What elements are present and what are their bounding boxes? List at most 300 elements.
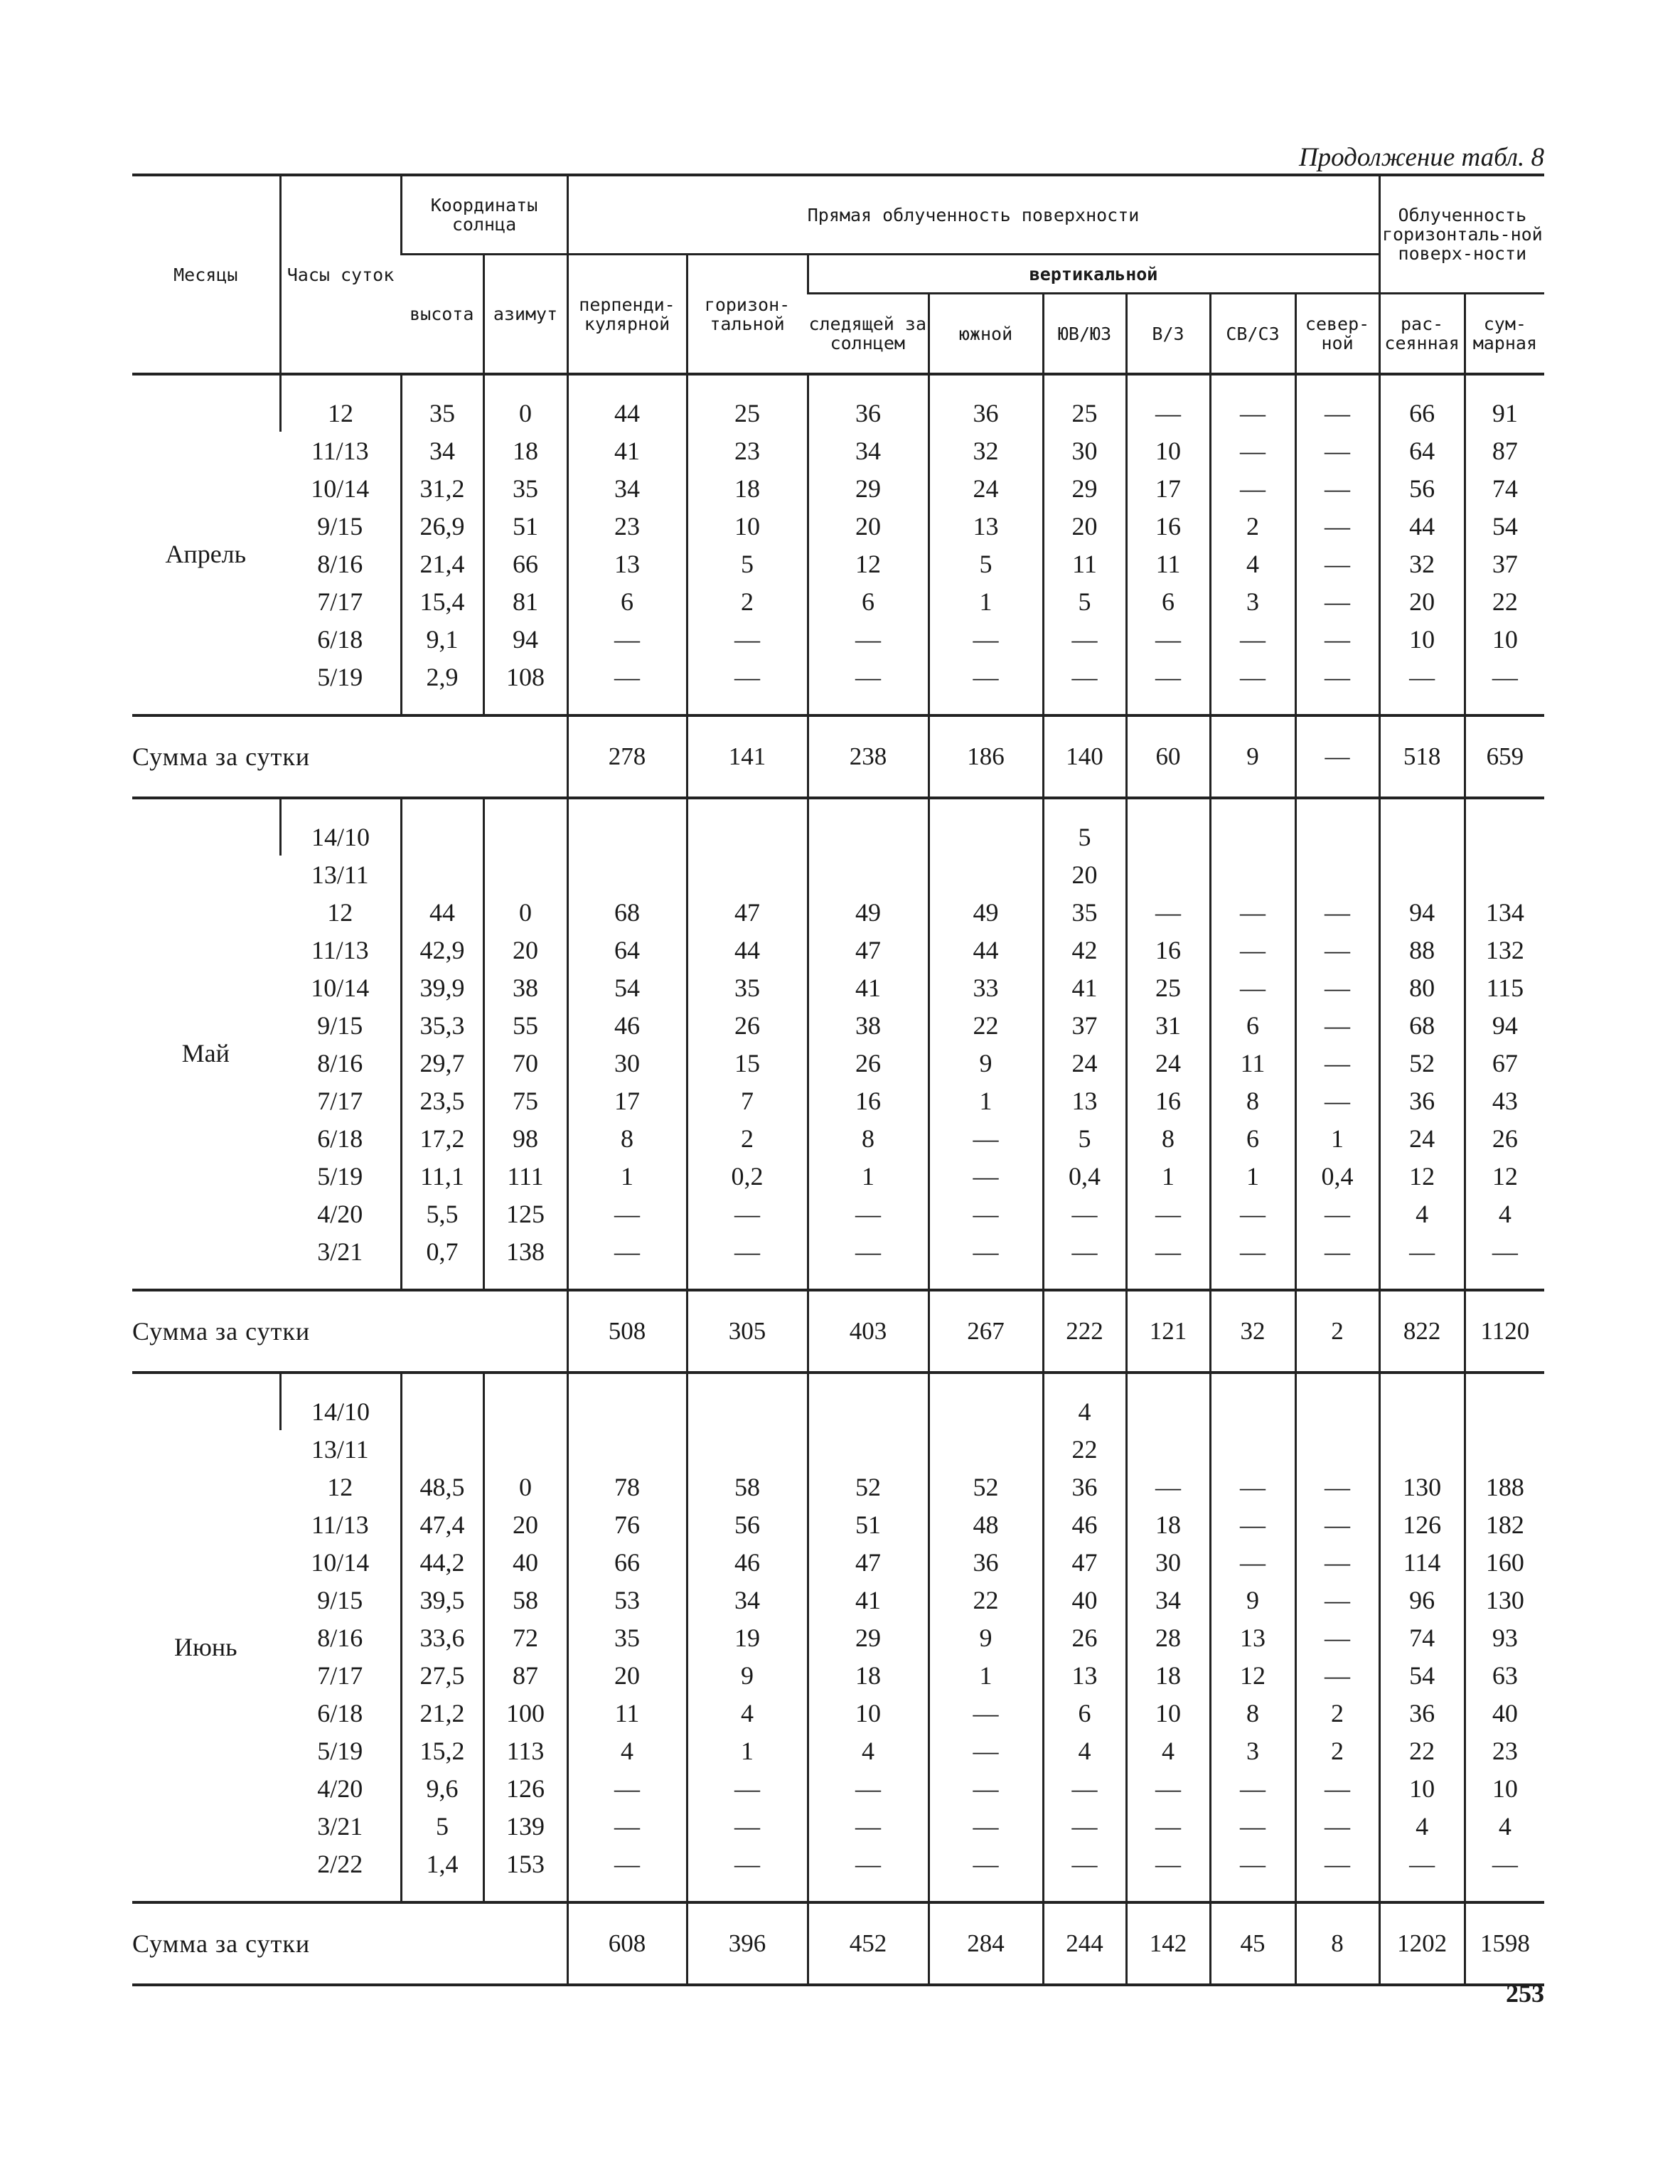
table-cell: 3 [1210, 1732, 1295, 1769]
table-cell: 42,9 [401, 931, 483, 969]
table-row [132, 1195, 1544, 1232]
table-row [132, 374, 1544, 432]
table-cell: 20 [1379, 582, 1465, 620]
table-cell: 72 [483, 1619, 567, 1656]
table-cell: 26 [1043, 1619, 1126, 1656]
table-cell [1126, 856, 1210, 893]
table-cell: 10/14 [311, 1548, 370, 1577]
table-cell: 100 [483, 1694, 567, 1732]
table-cell: — [567, 658, 687, 715]
table-cell: — [1295, 545, 1379, 582]
table-cell: 16 [1126, 507, 1210, 545]
table-header [132, 175, 1544, 374]
table-cell: 8 [1210, 1082, 1295, 1119]
table-cell: — [1126, 620, 1210, 658]
table-cell: 111 [483, 1157, 567, 1195]
table-cell: 28 [1126, 1619, 1210, 1656]
table-cell: 4 [1126, 1732, 1210, 1769]
page-number: 253 [1506, 1979, 1544, 2008]
table-cell: 1 [929, 1082, 1043, 1119]
month-label: Апрель [165, 540, 247, 568]
table-cell: — [1295, 1581, 1379, 1619]
table-cell: 1 [1210, 1157, 1295, 1195]
table-cell: 35 [567, 1619, 687, 1656]
table-cell: 16 [1126, 1082, 1210, 1119]
table-cell: 30 [1043, 432, 1126, 469]
blank-cell [483, 1902, 567, 1985]
table-cell: — [687, 658, 808, 715]
table-cell [401, 798, 483, 856]
table-cell: — [808, 620, 929, 658]
table-cell: 10 [687, 507, 808, 545]
table-cell: 13 [1043, 1656, 1126, 1694]
table-cell: 138 [483, 1232, 567, 1290]
table-cell: 44 [929, 931, 1043, 969]
table-cell: 33 [929, 969, 1043, 1006]
table-cell [483, 1373, 567, 1430]
daily-sum-cell: 222 [1043, 1290, 1126, 1373]
table-row [132, 1119, 1544, 1157]
table-cell: 56 [1379, 469, 1465, 507]
table-cell: 15,2 [401, 1732, 483, 1769]
daily-sum-cell: 1598 [1465, 1902, 1544, 1985]
table-cell: 9,6 [401, 1769, 483, 1807]
table-cell: 81 [483, 582, 567, 620]
table-cell: 52 [929, 1468, 1043, 1506]
daily-sum-cell: 452 [808, 1902, 929, 1985]
table-cell: 13 [1210, 1619, 1295, 1656]
table-cell: 29 [1043, 469, 1126, 507]
header-hours: Часы суток [280, 175, 401, 374]
table-cell [687, 798, 808, 856]
table-cell: — [1210, 1769, 1295, 1807]
table-row [132, 969, 1544, 1006]
table-cell: 47 [808, 931, 929, 969]
table-cell: 6/18 [317, 1698, 363, 1727]
table-cell: 8/16 [317, 1048, 363, 1077]
table-cell: 34 [401, 432, 483, 469]
table-cell: 10/14 [311, 474, 370, 503]
table-cell: 33,6 [401, 1619, 483, 1656]
table-cell: 6 [1126, 582, 1210, 620]
table-cell: 13 [1043, 1082, 1126, 1119]
table-cell: — [1379, 1845, 1465, 1902]
header-total: сум-марная [1465, 294, 1544, 375]
daily-sum-cell: 403 [808, 1290, 929, 1373]
table-cell: — [808, 1195, 929, 1232]
table-cell: 54 [1465, 507, 1544, 545]
table-cell: 41 [1043, 969, 1126, 1006]
header-perpendicular: перпенди-кулярной [567, 255, 687, 375]
table-cell: 7/17 [317, 587, 363, 616]
table-row [132, 1769, 1544, 1807]
table-row [132, 1506, 1544, 1543]
table-cell: 78 [567, 1468, 687, 1506]
table-cell: 108 [483, 658, 567, 715]
table-cell: 34 [567, 469, 687, 507]
table-cell: 36 [808, 374, 929, 432]
table-cell: — [687, 1769, 808, 1807]
header-diffuse: рас-сеянная [1379, 294, 1465, 375]
table-cell: 54 [1379, 1656, 1465, 1694]
table-cell: 98 [483, 1119, 567, 1157]
table-cell [808, 1430, 929, 1468]
table-row [132, 432, 1544, 469]
header-sun-coords: Координаты солнца [401, 175, 567, 255]
table-caption: Продолжение табл. 8 [1298, 143, 1544, 172]
table-cell: 11/13 [311, 935, 369, 964]
table-cell: 88 [1379, 931, 1465, 969]
table-row [132, 893, 1544, 931]
table-cell [808, 856, 929, 893]
table-cell: — [1043, 620, 1126, 658]
table-cell: 52 [1379, 1044, 1465, 1082]
table-cell: 76 [567, 1506, 687, 1543]
table-cell: 21,2 [401, 1694, 483, 1732]
table-cell: — [567, 1232, 687, 1290]
table-cell: 37 [1465, 545, 1544, 582]
table-cell [687, 1373, 808, 1430]
table-cell: 2 [687, 582, 808, 620]
table-cell [929, 1430, 1043, 1468]
table-cell: 21,4 [401, 545, 483, 582]
table-row [132, 620, 1544, 658]
table-cell: 1 [929, 582, 1043, 620]
table-cell: 113 [483, 1732, 567, 1769]
table-cell: 130 [1379, 1468, 1465, 1506]
table-cell: 8/16 [317, 549, 363, 578]
daily-sum-cell: 2 [1295, 1290, 1379, 1373]
table-cell: 64 [567, 931, 687, 969]
table-cell: 29 [808, 469, 929, 507]
daily-sum-cell: 822 [1379, 1290, 1465, 1373]
table-cell: 0,4 [1295, 1157, 1379, 1195]
table-cell: — [1379, 658, 1465, 715]
daily-sum-cell: 8 [1295, 1902, 1379, 1985]
table-cell: 35 [401, 374, 483, 432]
table-cell: 58 [483, 1581, 567, 1619]
table-cell: 3/21 [317, 1811, 363, 1841]
table-cell: 54 [567, 969, 687, 1006]
table-cell: 2 [1295, 1732, 1379, 1769]
table-cell: 20 [1043, 856, 1126, 893]
table-cell: — [1465, 1845, 1544, 1902]
table-cell: 34 [808, 432, 929, 469]
table-cell: 49 [929, 893, 1043, 931]
table-cell: — [567, 1845, 687, 1902]
table-cell: 38 [808, 1006, 929, 1044]
table-cell: 66 [567, 1543, 687, 1581]
table-cell: 9,1 [401, 620, 483, 658]
table-cell: 5 [401, 1807, 483, 1845]
table-cell [567, 856, 687, 893]
table-cell: 10 [1379, 1769, 1465, 1807]
table-cell: 1 [929, 1656, 1043, 1694]
daily-sum-cell: 142 [1126, 1902, 1210, 1985]
table-cell: 11 [567, 1694, 687, 1732]
table-cell: 41 [808, 969, 929, 1006]
table-cell: 130 [1465, 1581, 1544, 1619]
table-row [132, 1543, 1544, 1581]
table-cell: 94 [1379, 893, 1465, 931]
table-cell: — [1043, 1195, 1126, 1232]
header-north: север-ной [1295, 294, 1379, 375]
table-cell: 6 [808, 582, 929, 620]
table-cell: 36 [1379, 1694, 1465, 1732]
table-cell: 1 [1126, 1157, 1210, 1195]
table-row [132, 1807, 1544, 1845]
table-cell: 47,4 [401, 1506, 483, 1543]
table-cell: — [929, 1845, 1043, 1902]
table-row [132, 545, 1544, 582]
table-cell: 14/10 [280, 798, 401, 856]
table-cell: 11 [1210, 1044, 1295, 1082]
table-cell: 96 [1379, 1581, 1465, 1619]
table-cell: — [1295, 1807, 1379, 1845]
table-cell: — [1210, 969, 1295, 1006]
table-cell: 24 [1379, 1119, 1465, 1157]
table-cell: 2 [1210, 507, 1295, 545]
daily-sum-cell: 305 [687, 1290, 808, 1373]
table-cell: — [1295, 1468, 1379, 1506]
table-cell [808, 1373, 929, 1430]
table-cell: — [1210, 1807, 1295, 1845]
table-cell: 40 [1043, 1581, 1126, 1619]
header-horizontal: горизон-тальной [687, 255, 808, 375]
table-cell: 55 [483, 1006, 567, 1044]
table-cell: 29,7 [401, 1044, 483, 1082]
table-cell: 31 [1126, 1006, 1210, 1044]
table-cell: — [1295, 1006, 1379, 1044]
table-cell: 11/13 [311, 436, 369, 465]
table-row [132, 931, 1544, 969]
daily-sum-cell: 1120 [1465, 1290, 1544, 1373]
table-cell: — [1043, 1232, 1126, 1290]
table-cell: — [1379, 1232, 1465, 1290]
table-cell: 52 [808, 1468, 929, 1506]
header-altitude: высота [401, 255, 483, 375]
table-cell: 26 [808, 1044, 929, 1082]
table-cell: — [1295, 507, 1379, 545]
daily-sum-cell: 508 [567, 1290, 687, 1373]
table-cell [1210, 1373, 1295, 1430]
table-cell: 4 [1379, 1195, 1465, 1232]
table-row [132, 1373, 1544, 1430]
table-row [132, 1581, 1544, 1619]
daily-sum-cell: 396 [687, 1902, 808, 1985]
table-cell: 8 [808, 1119, 929, 1157]
table-cell: 43 [1465, 1082, 1544, 1119]
table-cell: 47 [808, 1543, 929, 1581]
table-cell: — [1126, 658, 1210, 715]
table-cell: 46 [687, 1543, 808, 1581]
table-cell: — [1210, 1506, 1295, 1543]
table-row [132, 658, 1544, 715]
table-cell [483, 856, 567, 893]
table-cell: 20 [808, 507, 929, 545]
table-cell [1295, 1373, 1379, 1430]
table-cell: — [687, 1807, 808, 1845]
table-cell [1295, 856, 1379, 893]
daily-sum-label: Сумма за сутки [132, 715, 483, 798]
table-row [132, 507, 1544, 545]
header-tracking: следящей за солнцем [808, 294, 929, 375]
table-cell [1465, 1373, 1544, 1430]
table-cell: — [929, 658, 1043, 715]
table-cell: 24 [1126, 1044, 1210, 1082]
table-cell: — [1126, 1769, 1210, 1807]
table-cell: 6 [1210, 1006, 1295, 1044]
table-cell: 23,5 [401, 1082, 483, 1119]
table-cell: 87 [1465, 432, 1544, 469]
table-cell: 114 [1379, 1543, 1465, 1581]
table-cell: 26 [687, 1006, 808, 1044]
table-cell: 20 [483, 1506, 567, 1543]
table-cell: — [567, 620, 687, 658]
table-cell: 32 [1379, 545, 1465, 582]
table-cell: 16 [1126, 931, 1210, 969]
table-cell: 5 [687, 545, 808, 582]
daily-sum-cell: 608 [567, 1902, 687, 1985]
table-cell: 3 [1210, 582, 1295, 620]
table-cell: 36 [929, 1543, 1043, 1581]
table-cell: 40 [1465, 1694, 1544, 1732]
table-cell: 4 [808, 1732, 929, 1769]
table-cell: 18 [808, 1656, 929, 1694]
table-cell: 36 [1379, 1082, 1465, 1119]
table-cell: 10 [1126, 432, 1210, 469]
table-cell: — [1295, 931, 1379, 969]
table-cell: 23 [567, 507, 687, 545]
table-cell: 1 [808, 1157, 929, 1195]
table-cell: 10 [1126, 1694, 1210, 1732]
table-cell: 18 [1126, 1506, 1210, 1543]
table-cell: 32 [929, 432, 1043, 469]
table-cell: — [1295, 1656, 1379, 1694]
table-cell: — [808, 1232, 929, 1290]
header-months: Месяцы [132, 175, 280, 374]
table-cell [567, 1430, 687, 1468]
table-cell: — [567, 1195, 687, 1232]
table-cell: — [1126, 893, 1210, 931]
table-cell [929, 798, 1043, 856]
table-cell [1379, 1373, 1465, 1430]
daily-sum-label: Сумма за сутки [132, 1902, 483, 1985]
table-cell: 29 [808, 1619, 929, 1656]
table-cell [483, 1430, 567, 1468]
table-cell: 25 [1043, 374, 1126, 432]
table-cell: 41 [567, 432, 687, 469]
table-cell: 0,4 [1043, 1157, 1126, 1195]
table-cell: 49 [808, 893, 929, 931]
table-cell: 8/16 [317, 1623, 363, 1652]
table-cell: 35,3 [401, 1006, 483, 1044]
table-cell: — [1295, 374, 1379, 432]
table-cell: 58 [687, 1468, 808, 1506]
table-cell: — [929, 1232, 1043, 1290]
table-cell: 34 [1126, 1581, 1210, 1619]
table-cell: — [687, 620, 808, 658]
table-row [132, 1694, 1544, 1732]
month-label: Июнь [173, 1632, 237, 1661]
blank-cell [483, 715, 567, 798]
table-cell: 74 [1379, 1619, 1465, 1656]
month-label: Май [181, 1039, 230, 1067]
table-cell: 35 [483, 469, 567, 507]
table-cell: 1,4 [401, 1845, 483, 1902]
table-row [132, 798, 1544, 856]
header-vertical: вертикальной [808, 255, 1379, 294]
table-cell: 48,5 [401, 1468, 483, 1506]
table-cell: 10/14 [311, 973, 370, 1002]
table-cell: 48 [929, 1506, 1043, 1543]
table-cell: 7 [687, 1082, 808, 1119]
table-cell: 2 [687, 1119, 808, 1157]
daily-sum-cell: 45 [1210, 1902, 1295, 1985]
daily-sum-label: Сумма за сутки [132, 1290, 483, 1373]
table-cell: 1 [1295, 1119, 1379, 1157]
table-cell: 27,5 [401, 1656, 483, 1694]
table-cell: 80 [1379, 969, 1465, 1006]
table-cell: — [1295, 1232, 1379, 1290]
table-cell: 22 [1465, 582, 1544, 620]
table-row [132, 1430, 1544, 1468]
table-cell: 2/22 [317, 1849, 363, 1878]
table-row [132, 1157, 1544, 1195]
table-cell: — [1210, 931, 1295, 969]
table-cell: 68 [1379, 1006, 1465, 1044]
table-cell: 26,9 [401, 507, 483, 545]
table-cell [401, 1430, 483, 1468]
table-row [132, 1044, 1544, 1082]
table-cell: — [1295, 1044, 1379, 1082]
table-cell: — [808, 658, 929, 715]
table-cell: 41 [808, 1581, 929, 1619]
table-cell: 188 [1465, 1468, 1544, 1506]
table-cell: — [1126, 374, 1210, 432]
table-cell: 30 [567, 1044, 687, 1082]
table-cell: 6/18 [317, 624, 363, 654]
daily-sum-cell: 659 [1465, 715, 1544, 798]
table-cell: 13/11 [311, 860, 369, 889]
table-cell: 6/18 [317, 1124, 363, 1153]
table-cell: 160 [1465, 1543, 1544, 1581]
table-cell: — [1210, 432, 1295, 469]
table-cell: 23 [687, 432, 808, 469]
table-cell: 4 [1043, 1373, 1126, 1430]
table-cell: — [687, 1232, 808, 1290]
table-cell: 70 [483, 1044, 567, 1082]
blank-cell [483, 1290, 567, 1373]
table-cell: 126 [1379, 1506, 1465, 1543]
table-cell: 126 [483, 1769, 567, 1807]
table-cell: 25 [687, 374, 808, 432]
table-cell: 9 [929, 1619, 1043, 1656]
table-cell: 10 [1379, 620, 1465, 658]
table-cell: — [1043, 1769, 1126, 1807]
table-cell: — [1210, 658, 1295, 715]
table-cell: 5 [929, 545, 1043, 582]
daily-sum-cell: 278 [567, 715, 687, 798]
table-cell: 17 [567, 1082, 687, 1119]
table-cell: — [1126, 1845, 1210, 1902]
table-cell: 19 [687, 1619, 808, 1656]
table-cell: — [1126, 1468, 1210, 1506]
irradiance-table [132, 174, 1544, 1986]
table-cell: 15 [687, 1044, 808, 1082]
header-azimuth: азимут [483, 255, 567, 375]
table-cell: — [1295, 1195, 1379, 1232]
